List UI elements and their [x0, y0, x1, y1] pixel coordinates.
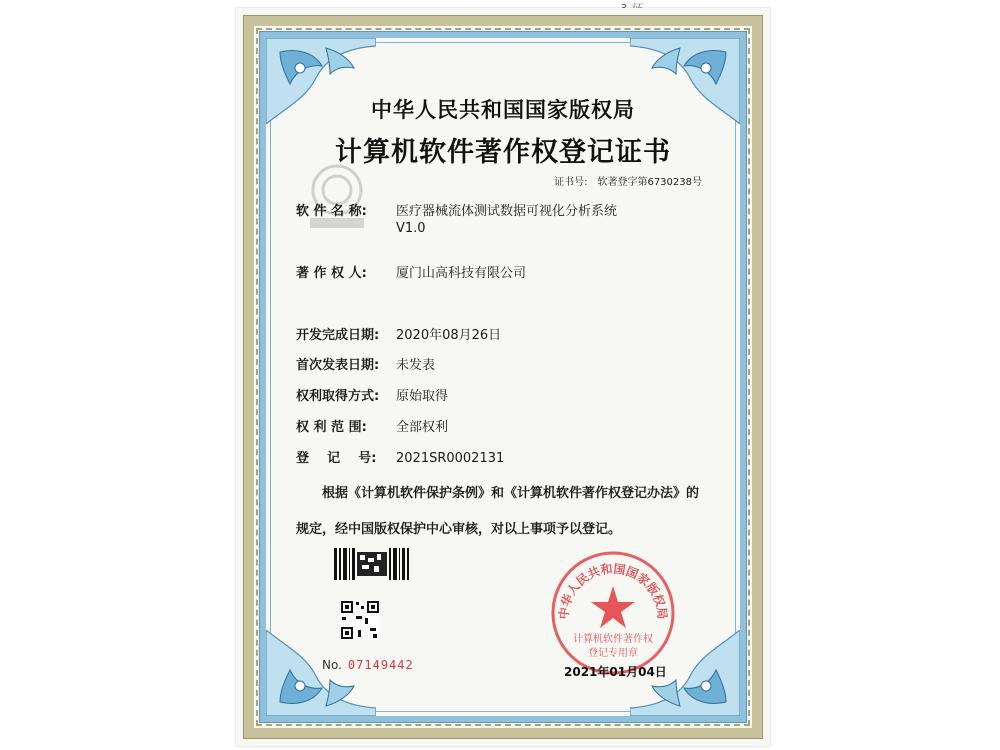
registration-statement	[296, 476, 710, 548]
field-value: 全部权利	[396, 420, 449, 435]
seal-outer-text: 中华人民共和国国家版权局	[556, 561, 670, 620]
qr-code-icon	[340, 600, 380, 640]
statement-line-2: 规定，经中国版权保护中心审核，对以上事项予以登记。	[296, 522, 622, 537]
field-label: 登 记 号:	[296, 451, 377, 466]
seal-inner-line-1: 计算机软件著作权	[573, 634, 653, 645]
field-label: 著 作 权 人:	[296, 266, 367, 281]
field-value: 厦门山高科技有限公司	[396, 266, 527, 281]
field-label: 权 利 范 围:	[296, 420, 367, 435]
field-label: 软 件 名 称:	[296, 204, 367, 219]
field-value: 医疗器械流体测试数据可视化分析系统	[396, 204, 618, 219]
certificate-number-label: 证书号:	[554, 177, 588, 188]
serial-number	[322, 658, 414, 672]
field-completion-date	[296, 324, 501, 343]
certificate	[236, 8, 770, 746]
barcode-icon	[334, 548, 412, 580]
software-version: V1.0	[396, 221, 426, 236]
field-value: 未发表	[396, 358, 436, 373]
serial-value: 07149442	[347, 658, 414, 672]
field-label: 权利取得方式:	[296, 389, 380, 404]
official-seal-icon	[548, 548, 678, 678]
field-owner	[296, 262, 526, 281]
field-software-name	[296, 200, 617, 236]
field-value: 2020年08月26日	[396, 328, 502, 343]
issue-date: 2021年01月04日	[564, 665, 667, 679]
serial-label: No.	[322, 658, 342, 672]
seal-inner-line-2: 登记专用章	[588, 648, 638, 659]
field-value: 2021SR0002131	[396, 451, 505, 466]
field-value: 原始取得	[396, 389, 449, 404]
field-label: 首次发表日期:	[296, 358, 380, 373]
field-label: 开发完成日期:	[296, 328, 380, 343]
field-registration-no	[296, 447, 504, 466]
certificate-number-value: 软著登字第6730238号	[597, 177, 702, 188]
certificate-title: 计算机软件著作权登记证书	[335, 137, 671, 168]
field-scope	[296, 416, 448, 435]
field-acquisition	[296, 385, 448, 404]
corner-ornament-icon	[266, 630, 376, 716]
issuer-title: 中华人民共和国国家版权局	[371, 98, 635, 122]
certificate-number	[554, 173, 702, 188]
field-first-publish	[296, 354, 435, 373]
statement-line-1: 根据《计算机软件保护条例》和《计算机软件著作权登记办法》的	[322, 486, 700, 501]
